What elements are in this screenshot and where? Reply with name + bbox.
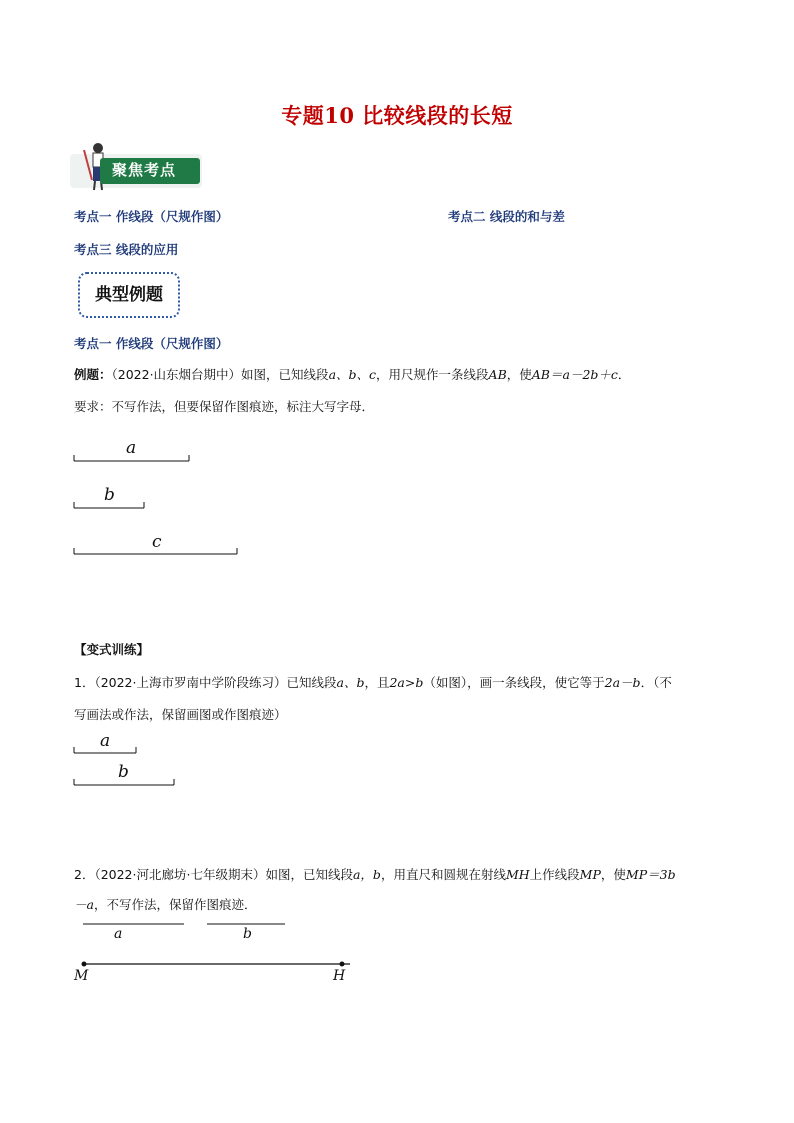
variant-heading: 【变式训练】 xyxy=(74,642,150,657)
q1-line2: 写画法或作法，保留画图或作图痕迹） xyxy=(74,707,287,722)
q2-label-a: a xyxy=(114,926,123,942)
section1-heading: 考点一 作线段（尺规作图） xyxy=(74,336,229,351)
q2-mp: MP xyxy=(579,867,601,882)
q2-line1 xyxy=(74,864,734,886)
point-h-label: H xyxy=(333,968,346,984)
label-a: a xyxy=(126,438,137,458)
point-m xyxy=(82,962,87,967)
q1-text2: ，且 xyxy=(364,675,390,690)
q1-text3: （如图），画一条线段，使它等于 xyxy=(423,675,605,690)
q1-cond: 2a>b xyxy=(389,675,424,690)
q2-line2a: －a xyxy=(74,897,94,912)
q1-label-a: a xyxy=(100,731,111,751)
example-ab: AB xyxy=(488,367,507,382)
example-text2: ，用尺规作一条线段 xyxy=(376,367,489,382)
example-prefix: 例题： xyxy=(74,367,112,382)
point-m-label: M xyxy=(74,968,89,984)
q1-label-b: b xyxy=(118,762,129,782)
q2-line2b: ，不写作法，保留作图痕迹． xyxy=(93,897,257,912)
example-end: ． xyxy=(617,367,631,382)
banner-label: 聚焦考点 xyxy=(112,161,177,179)
q2-formula: MP＝3b xyxy=(625,867,676,882)
q2-num: 2． xyxy=(74,867,95,882)
q1-line1 xyxy=(74,672,734,694)
q1-text4: ．（不 xyxy=(640,675,672,690)
typical-example-box: 典型例题 xyxy=(78,272,180,318)
keypoint-2: 考点二 线段的和与差 xyxy=(448,209,565,224)
q2-line2 xyxy=(74,894,256,916)
q2-text3: 上作线段 xyxy=(529,867,580,882)
label-b: b xyxy=(104,485,115,505)
q2-vars: a，b xyxy=(352,867,381,882)
q2-text: （2022·河北廊坊·七年级期末）如图，已知线段 xyxy=(94,867,353,882)
q2-text4: ，使 xyxy=(600,867,626,882)
point-h xyxy=(340,962,345,967)
focus-banner xyxy=(70,140,202,196)
example-line2: 要求：不写作法，但要保留作图痕迹，标注大写字母． xyxy=(74,399,375,414)
example-line1 xyxy=(74,364,734,386)
q1-vars: a、b xyxy=(336,675,365,690)
keypoint-3: 考点三 线段的应用 xyxy=(74,242,179,257)
q2-text2: ，用直尺和圆规在射线 xyxy=(380,867,506,882)
example-vars: a、b、c xyxy=(328,367,377,382)
keypoint-1: 考点一 作线段（尺规作图） xyxy=(74,209,229,224)
q2-ray: MH xyxy=(505,867,530,882)
q1-text: （2022·上海市罗南中学阶段练习）已知线段 xyxy=(94,675,337,690)
page-title: 专题10 比较线段的长短 xyxy=(281,103,513,128)
q2-label-b: b xyxy=(243,926,252,942)
label-c: c xyxy=(152,532,162,552)
example-text: （2022·山东烟台期中）如图，已知线段 xyxy=(111,367,329,382)
q1-num: 1． xyxy=(74,675,95,690)
example-text3: ，使 xyxy=(506,367,532,382)
q1-formula: 2a－b xyxy=(604,675,641,690)
example-formula: AB＝a－2b＋c xyxy=(531,367,618,382)
